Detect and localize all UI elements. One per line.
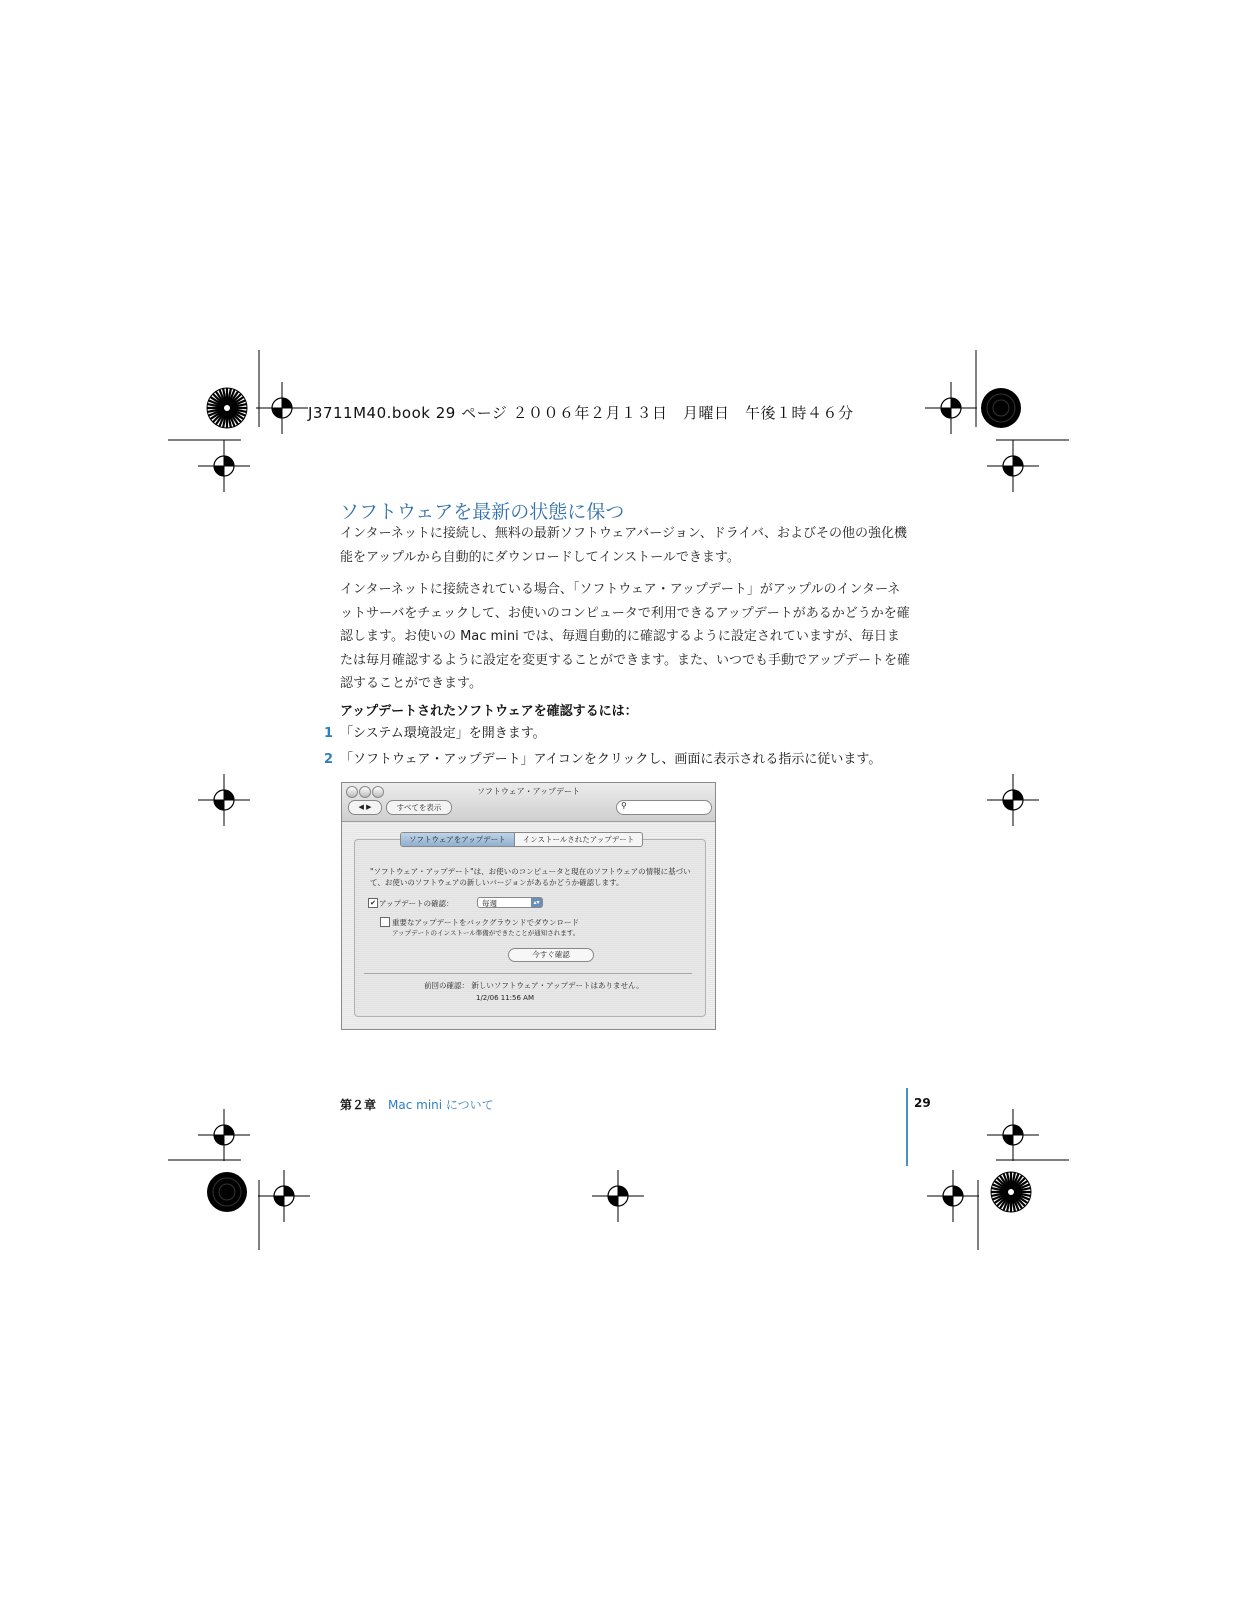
page-edge-bar: [906, 1088, 908, 1166]
step-2: [324, 748, 881, 767]
back-forward-button: ◀ ▶: [348, 800, 382, 815]
intro-paragraph: インターネットに接続し、無料の最新ソフトウェアバージョン、ドライバ、およびその他の強化機能をアップルから自動的にダウンロードしてインストールできます。: [340, 526, 908, 565]
print-slug: J3711M40.book 29 ページ ２００６年２月１３日 月曜日 午後１時４６分: [308, 404, 854, 422]
step-text: 「ソフトウェア・アップデート」アイコンをクリックし、画面に表示される指示に従います。: [340, 752, 882, 767]
window-title: ソフトウェア・アップデート: [476, 787, 581, 796]
tab-bar: [400, 832, 643, 847]
check-updates-label: アップデートの確認：: [379, 899, 454, 908]
divider: [364, 973, 692, 974]
procedure-heading: アップデートされたソフトウェアを確認するには：: [340, 704, 638, 719]
step-text: 「システム環境設定」を開きます。: [340, 726, 546, 741]
search-icon: ⚲: [621, 801, 627, 810]
last-check-date: 1/2/06 11:56 AM: [476, 994, 534, 1002]
pane-description: "ソフトウェア・アップデート"は、お使いのコンピュータと現在のソフトウェアの情報に基づいて、お使いのソフトウェアの新しいバージョンがあるかどうか確認します。: [370, 867, 691, 887]
page-number: 29: [914, 1096, 931, 1110]
step-number: 1: [324, 726, 334, 741]
frequency-popup: [477, 897, 543, 908]
check-now-button: 今すぐ確認: [508, 948, 594, 962]
chapter-number: 第２章: [340, 1098, 377, 1112]
details-paragraph: インターネットに接続されている場合、「ソフトウェア・アップデート」がアップルのインターネットサーバをチェックして、お使いのコンピュータで利用できるアップデートがあるかどうかを確認します。お使いの Mac mini では、毎週自動的に確認するように設定されていますが、毎日または毎月確認するように設定を変更することができます。また、いつでも手動でアップデートを確認することができます。: [340, 582, 911, 691]
show-all-button: すべてを表示: [386, 800, 452, 815]
popup-arrows-icon: ▴▾: [531, 898, 542, 907]
step-1: [324, 722, 546, 741]
search-field: [616, 800, 712, 815]
frequency-value: 毎週: [482, 899, 497, 908]
last-check-status: 前回の確認： 新しいソフトウェア・アップデートはありません。: [424, 981, 644, 990]
background-download-note: アップデートのインストール準備ができたことが通知されます。: [392, 929, 580, 937]
tab-installed-updates: インストールされたアップデート: [522, 835, 635, 844]
footer-chapter: [340, 1096, 494, 1113]
chapter-title: Mac mini について: [388, 1098, 494, 1112]
tab-update-software: ソフトウェアをアップデート: [401, 833, 515, 846]
check-updates-checkbox: ✔: [368, 898, 378, 908]
background-download-checkbox: [380, 917, 390, 927]
background-download-label: 重要なアップデートをバックグラウンドでダウンロード: [392, 918, 579, 927]
section-title: ソフトウェアを最新の状態に保つ: [340, 501, 625, 523]
software-update-screenshot: [341, 782, 716, 1030]
step-number: 2: [324, 752, 334, 767]
window-titlebar: [342, 783, 715, 822]
